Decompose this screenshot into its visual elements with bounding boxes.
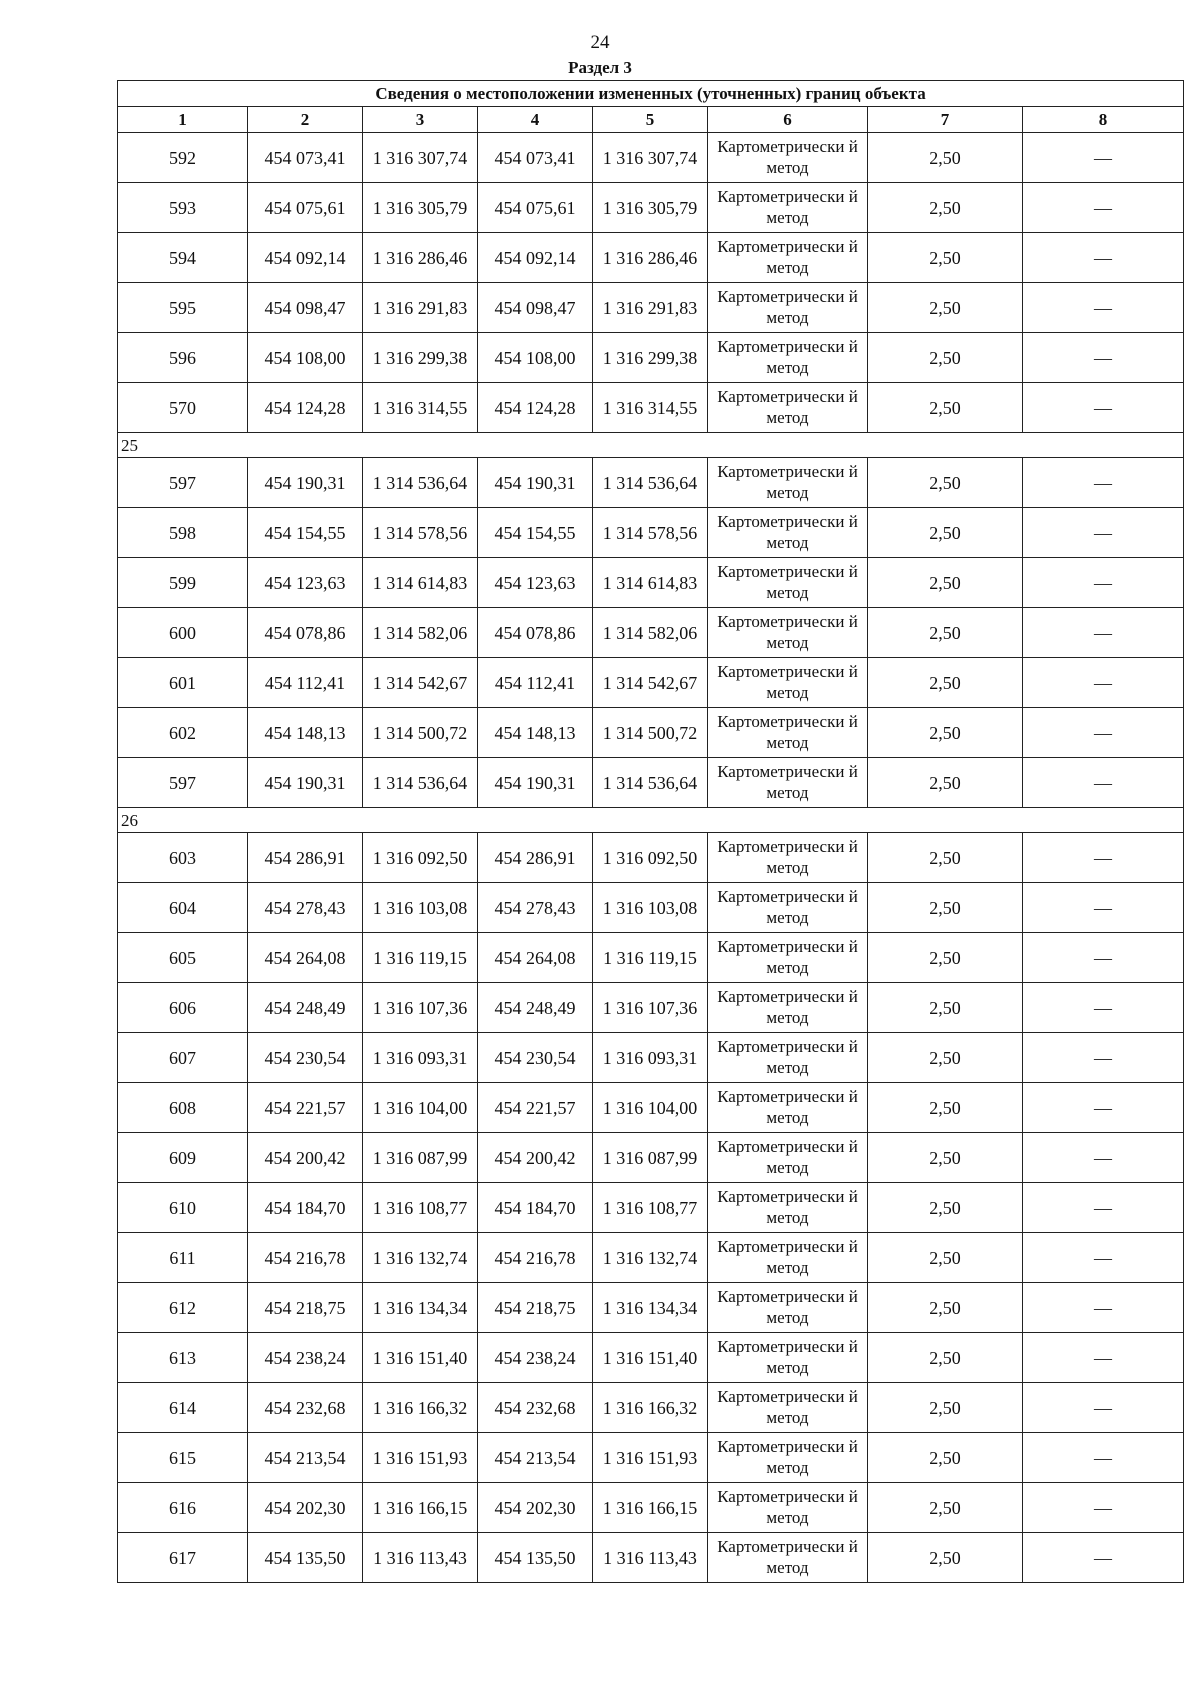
cell-new-y: 1 314 582,06 xyxy=(593,608,708,658)
cell-point-number: 615 xyxy=(118,1433,248,1483)
table-row xyxy=(118,233,1184,283)
cell-existing-y: 1 316 092,50 xyxy=(363,833,478,883)
cell-existing-x: 454 078,86 xyxy=(248,608,363,658)
cell-new-x: 454 248,49 xyxy=(478,983,593,1033)
cell-description: — xyxy=(1023,758,1184,808)
cell-existing-y: 1 316 108,77 xyxy=(363,1183,478,1233)
cell-existing-y: 1 314 500,72 xyxy=(363,708,478,758)
cell-description: — xyxy=(1023,183,1184,233)
cell-description: — xyxy=(1023,1483,1184,1533)
cell-method: Картометрически й метод xyxy=(708,333,868,383)
cell-existing-x: 454 264,08 xyxy=(248,933,363,983)
cell-new-y: 1 316 103,08 xyxy=(593,883,708,933)
table-row xyxy=(118,883,1184,933)
cell-new-y: 1 316 113,43 xyxy=(593,1533,708,1583)
cell-accuracy: 2,50 xyxy=(868,233,1023,283)
cell-new-x: 454 200,42 xyxy=(478,1133,593,1183)
cell-point-number: 609 xyxy=(118,1133,248,1183)
cell-accuracy: 2,50 xyxy=(868,708,1023,758)
cell-method: Картометрически й метод xyxy=(708,758,868,808)
cell-method: Картометрически й метод xyxy=(708,983,868,1033)
cell-existing-y: 1 314 536,64 xyxy=(363,458,478,508)
cell-accuracy: 2,50 xyxy=(868,283,1023,333)
cell-method: Картометрически й метод xyxy=(708,183,868,233)
cell-existing-x: 454 218,75 xyxy=(248,1283,363,1333)
cell-method: Картометрически й метод xyxy=(708,233,868,283)
cell-accuracy: 2,50 xyxy=(868,383,1023,433)
cell-accuracy: 2,50 xyxy=(868,1433,1023,1483)
cell-description: — xyxy=(1023,658,1184,708)
cell-new-x: 454 154,55 xyxy=(478,508,593,558)
table-row xyxy=(118,383,1184,433)
cell-description: — xyxy=(1023,1033,1184,1083)
cell-new-y: 1 316 307,74 xyxy=(593,133,708,183)
cell-new-y: 1 314 578,56 xyxy=(593,508,708,558)
cell-point-number: 600 xyxy=(118,608,248,658)
column-header-6: 6 xyxy=(708,107,868,133)
cell-existing-y: 1 316 291,83 xyxy=(363,283,478,333)
cell-accuracy: 2,50 xyxy=(868,1283,1023,1333)
column-header-4: 4 xyxy=(478,107,593,133)
cell-accuracy: 2,50 xyxy=(868,1183,1023,1233)
cell-method: Картометрически й метод xyxy=(708,1033,868,1083)
cell-description: — xyxy=(1023,233,1184,283)
page-number: 24 xyxy=(590,32,610,53)
cell-new-x: 454 190,31 xyxy=(478,458,593,508)
cell-point-number: 603 xyxy=(118,833,248,883)
cell-new-x: 454 278,43 xyxy=(478,883,593,933)
cell-method: Картометрически й метод xyxy=(708,1083,868,1133)
table-row xyxy=(118,758,1184,808)
cell-new-y: 1 316 092,50 xyxy=(593,833,708,883)
cell-existing-y: 1 316 286,46 xyxy=(363,233,478,283)
table-row xyxy=(118,558,1184,608)
cell-accuracy: 2,50 xyxy=(868,1333,1023,1383)
column-header-7: 7 xyxy=(868,107,1023,133)
cell-accuracy: 2,50 xyxy=(868,1383,1023,1433)
cell-accuracy: 2,50 xyxy=(868,1083,1023,1133)
cell-new-y: 1 314 500,72 xyxy=(593,708,708,758)
column-header-1: 1 xyxy=(118,107,248,133)
cell-new-y: 1 316 107,36 xyxy=(593,983,708,1033)
cell-description: — xyxy=(1023,133,1184,183)
cell-new-x: 454 190,31 xyxy=(478,758,593,808)
table-row xyxy=(118,333,1184,383)
cell-method: Картометрически й метод xyxy=(708,1133,868,1183)
cell-point-number: 612 xyxy=(118,1283,248,1333)
column-header-3: 3 xyxy=(363,107,478,133)
cell-description: — xyxy=(1023,458,1184,508)
cell-existing-y: 1 314 542,67 xyxy=(363,658,478,708)
contour-group-row xyxy=(118,808,1184,833)
cell-method: Картометрически й метод xyxy=(708,1433,868,1483)
table-row xyxy=(118,658,1184,708)
cell-existing-x: 454 154,55 xyxy=(248,508,363,558)
cell-description: — xyxy=(1023,1183,1184,1233)
cell-existing-x: 454 216,78 xyxy=(248,1233,363,1283)
cell-method: Картометрически й метод xyxy=(708,833,868,883)
cell-accuracy: 2,50 xyxy=(868,133,1023,183)
cell-existing-x: 454 238,24 xyxy=(248,1333,363,1383)
cell-accuracy: 2,50 xyxy=(868,883,1023,933)
cell-new-y: 1 316 286,46 xyxy=(593,233,708,283)
cell-method: Картометрически й метод xyxy=(708,933,868,983)
cell-existing-x: 454 135,50 xyxy=(248,1533,363,1583)
cell-new-y: 1 316 305,79 xyxy=(593,183,708,233)
cell-new-x: 454 238,24 xyxy=(478,1333,593,1383)
cell-point-number: 617 xyxy=(118,1533,248,1583)
cell-new-x: 454 124,28 xyxy=(478,383,593,433)
table-row xyxy=(118,708,1184,758)
cell-method: Картометрически й метод xyxy=(708,1183,868,1233)
cell-existing-y: 1 316 314,55 xyxy=(363,383,478,433)
cell-point-number: 601 xyxy=(118,658,248,708)
cell-description: — xyxy=(1023,1283,1184,1333)
cell-point-number: 610 xyxy=(118,1183,248,1233)
cell-new-y: 1 316 291,83 xyxy=(593,283,708,333)
cell-point-number: 599 xyxy=(118,558,248,608)
cell-method: Картометрически й метод xyxy=(708,383,868,433)
cell-new-x: 454 230,54 xyxy=(478,1033,593,1083)
cell-new-x: 454 112,41 xyxy=(478,658,593,708)
cell-description: — xyxy=(1023,1133,1184,1183)
cell-existing-x: 454 232,68 xyxy=(248,1383,363,1433)
cell-point-number: 602 xyxy=(118,708,248,758)
cell-accuracy: 2,50 xyxy=(868,458,1023,508)
coordinates-table xyxy=(117,80,1184,1583)
cell-accuracy: 2,50 xyxy=(868,1233,1023,1283)
cell-new-y: 1 314 542,67 xyxy=(593,658,708,708)
cell-existing-x: 454 148,13 xyxy=(248,708,363,758)
table-row xyxy=(118,1183,1184,1233)
cell-existing-y: 1 316 093,31 xyxy=(363,1033,478,1083)
cell-existing-x: 454 230,54 xyxy=(248,1033,363,1083)
cell-method: Картометрически й метод xyxy=(708,1283,868,1333)
cell-new-y: 1 314 614,83 xyxy=(593,558,708,608)
cell-point-number: 608 xyxy=(118,1083,248,1133)
cell-method: Картометрически й метод xyxy=(708,458,868,508)
cell-point-number: 598 xyxy=(118,508,248,558)
table-row xyxy=(118,1383,1184,1433)
cell-new-y: 1 316 151,40 xyxy=(593,1333,708,1383)
cell-description: — xyxy=(1023,1383,1184,1433)
cell-accuracy: 2,50 xyxy=(868,833,1023,883)
table-row xyxy=(118,608,1184,658)
cell-point-number: 594 xyxy=(118,233,248,283)
cell-existing-y: 1 316 166,15 xyxy=(363,1483,478,1533)
column-header-row xyxy=(118,107,1184,133)
cell-existing-x: 454 200,42 xyxy=(248,1133,363,1183)
cell-new-x: 454 216,78 xyxy=(478,1233,593,1283)
table-row xyxy=(118,458,1184,508)
cell-description: — xyxy=(1023,383,1184,433)
cell-new-x: 454 098,47 xyxy=(478,283,593,333)
cell-existing-x: 454 190,31 xyxy=(248,458,363,508)
cell-new-x: 454 108,00 xyxy=(478,333,593,383)
cell-existing-x: 454 190,31 xyxy=(248,758,363,808)
table-row xyxy=(118,1033,1184,1083)
cell-point-number: 597 xyxy=(118,458,248,508)
cell-method: Картометрически й метод xyxy=(708,1333,868,1383)
cell-description: — xyxy=(1023,333,1184,383)
table-row xyxy=(118,1083,1184,1133)
table-row xyxy=(118,1283,1184,1333)
cell-existing-x: 454 202,30 xyxy=(248,1483,363,1533)
cell-existing-y: 1 314 614,83 xyxy=(363,558,478,608)
cell-method: Картометрически й метод xyxy=(708,1233,868,1283)
cell-new-x: 454 148,13 xyxy=(478,708,593,758)
cell-method: Картометрически й метод xyxy=(708,883,868,933)
cell-new-x: 454 221,57 xyxy=(478,1083,593,1133)
cell-point-number: 592 xyxy=(118,133,248,183)
cell-existing-x: 454 108,00 xyxy=(248,333,363,383)
cell-new-x: 454 073,41 xyxy=(478,133,593,183)
cell-accuracy: 2,50 xyxy=(868,508,1023,558)
cell-existing-x: 454 092,14 xyxy=(248,233,363,283)
column-header-8: 8 xyxy=(1023,107,1184,133)
cell-accuracy: 2,50 xyxy=(868,558,1023,608)
cell-new-x: 454 213,54 xyxy=(478,1433,593,1483)
cell-new-x: 454 135,50 xyxy=(478,1533,593,1583)
cell-accuracy: 2,50 xyxy=(868,983,1023,1033)
cell-method: Картометрически й метод xyxy=(708,1483,868,1533)
cell-method: Картометрически й метод xyxy=(708,133,868,183)
cell-point-number: 593 xyxy=(118,183,248,233)
table-row xyxy=(118,1533,1184,1583)
cell-existing-y: 1 316 151,93 xyxy=(363,1433,478,1483)
cell-method: Картометрически й метод xyxy=(708,558,868,608)
cell-method: Картометрически й метод xyxy=(708,608,868,658)
cell-new-x: 454 078,86 xyxy=(478,608,593,658)
cell-existing-y: 1 316 107,36 xyxy=(363,983,478,1033)
cell-point-number: 616 xyxy=(118,1483,248,1533)
cell-existing-x: 454 112,41 xyxy=(248,658,363,708)
cell-new-x: 454 232,68 xyxy=(478,1383,593,1433)
cell-description: — xyxy=(1023,608,1184,658)
cell-new-x: 454 184,70 xyxy=(478,1183,593,1233)
cell-description: — xyxy=(1023,558,1184,608)
cell-point-number: 570 xyxy=(118,383,248,433)
cell-point-number: 614 xyxy=(118,1383,248,1433)
cell-accuracy: 2,50 xyxy=(868,1033,1023,1083)
cell-existing-y: 1 316 299,38 xyxy=(363,333,478,383)
cell-new-y: 1 316 119,15 xyxy=(593,933,708,983)
cell-accuracy: 2,50 xyxy=(868,183,1023,233)
contour-number: 25 xyxy=(118,433,1184,458)
cell-point-number: 611 xyxy=(118,1233,248,1283)
cell-existing-y: 1 314 578,56 xyxy=(363,508,478,558)
column-header-5: 5 xyxy=(593,107,708,133)
cell-method: Картометрически й метод xyxy=(708,1533,868,1583)
cell-existing-y: 1 314 536,64 xyxy=(363,758,478,808)
cell-point-number: 613 xyxy=(118,1333,248,1383)
cell-description: — xyxy=(1023,1533,1184,1583)
cell-point-number: 606 xyxy=(118,983,248,1033)
column-header-2: 2 xyxy=(248,107,363,133)
cell-existing-y: 1 316 151,40 xyxy=(363,1333,478,1383)
cell-existing-y: 1 316 166,32 xyxy=(363,1383,478,1433)
cell-description: — xyxy=(1023,1083,1184,1133)
cell-accuracy: 2,50 xyxy=(868,933,1023,983)
contour-number: 26 xyxy=(118,808,1184,833)
cell-description: — xyxy=(1023,833,1184,883)
cell-new-x: 454 286,91 xyxy=(478,833,593,883)
cell-description: — xyxy=(1023,883,1184,933)
cell-new-y: 1 314 536,64 xyxy=(593,758,708,808)
cell-new-y: 1 316 104,00 xyxy=(593,1083,708,1133)
table-row xyxy=(118,133,1184,183)
table-row xyxy=(118,933,1184,983)
cell-new-y: 1 316 299,38 xyxy=(593,333,708,383)
cell-existing-x: 454 248,49 xyxy=(248,983,363,1033)
table-row xyxy=(118,983,1184,1033)
cell-method: Картометрически й метод xyxy=(708,658,868,708)
cell-existing-y: 1 316 104,00 xyxy=(363,1083,478,1133)
cell-existing-x: 454 286,91 xyxy=(248,833,363,883)
cell-accuracy: 2,50 xyxy=(868,1483,1023,1533)
cell-new-y: 1 314 536,64 xyxy=(593,458,708,508)
cell-accuracy: 2,50 xyxy=(868,1133,1023,1183)
cell-new-x: 454 202,30 xyxy=(478,1483,593,1533)
cell-existing-x: 454 098,47 xyxy=(248,283,363,333)
table-caption-row xyxy=(118,81,1184,107)
cell-point-number: 607 xyxy=(118,1033,248,1083)
cell-existing-x: 454 221,57 xyxy=(248,1083,363,1133)
cell-new-y: 1 316 166,15 xyxy=(593,1483,708,1533)
cell-new-y: 1 316 093,31 xyxy=(593,1033,708,1083)
cell-new-x: 454 218,75 xyxy=(478,1283,593,1333)
table-row xyxy=(118,283,1184,333)
cell-point-number: 597 xyxy=(118,758,248,808)
cell-method: Картометрически й метод xyxy=(708,708,868,758)
cell-existing-y: 1 316 103,08 xyxy=(363,883,478,933)
table-row xyxy=(118,183,1184,233)
cell-existing-y: 1 316 113,43 xyxy=(363,1533,478,1583)
cell-description: — xyxy=(1023,283,1184,333)
cell-existing-y: 1 314 582,06 xyxy=(363,608,478,658)
cell-accuracy: 2,50 xyxy=(868,658,1023,708)
table-row xyxy=(118,1433,1184,1483)
cell-method: Картометрически й метод xyxy=(708,1383,868,1433)
cell-description: — xyxy=(1023,983,1184,1033)
cell-description: — xyxy=(1023,1433,1184,1483)
cell-new-x: 454 092,14 xyxy=(478,233,593,283)
contour-group-row xyxy=(118,433,1184,458)
cell-new-y: 1 316 134,34 xyxy=(593,1283,708,1333)
table-row xyxy=(118,1333,1184,1383)
cell-accuracy: 2,50 xyxy=(868,758,1023,808)
table-body xyxy=(118,133,1184,1583)
cell-existing-x: 454 073,41 xyxy=(248,133,363,183)
cell-existing-y: 1 316 307,74 xyxy=(363,133,478,183)
cell-accuracy: 2,50 xyxy=(868,1533,1023,1583)
cell-existing-x: 454 278,43 xyxy=(248,883,363,933)
cell-existing-y: 1 316 119,15 xyxy=(363,933,478,983)
cell-existing-x: 454 123,63 xyxy=(248,558,363,608)
cell-description: — xyxy=(1023,1233,1184,1283)
cell-existing-y: 1 316 134,34 xyxy=(363,1283,478,1333)
cell-existing-y: 1 316 132,74 xyxy=(363,1233,478,1283)
cell-existing-x: 454 124,28 xyxy=(248,383,363,433)
table-row xyxy=(118,1133,1184,1183)
cell-new-y: 1 316 132,74 xyxy=(593,1233,708,1283)
table-row xyxy=(118,508,1184,558)
cell-point-number: 596 xyxy=(118,333,248,383)
cell-existing-y: 1 316 087,99 xyxy=(363,1133,478,1183)
cell-method: Картометрически й метод xyxy=(708,508,868,558)
cell-point-number: 604 xyxy=(118,883,248,933)
cell-accuracy: 2,50 xyxy=(868,608,1023,658)
table-row xyxy=(118,1483,1184,1533)
cell-existing-x: 454 213,54 xyxy=(248,1433,363,1483)
cell-description: — xyxy=(1023,708,1184,758)
cell-new-y: 1 316 166,32 xyxy=(593,1383,708,1433)
cell-new-y: 1 316 314,55 xyxy=(593,383,708,433)
cell-existing-y: 1 316 305,79 xyxy=(363,183,478,233)
cell-existing-x: 454 075,61 xyxy=(248,183,363,233)
cell-new-x: 454 123,63 xyxy=(478,558,593,608)
table-row xyxy=(118,833,1184,883)
cell-new-x: 454 264,08 xyxy=(478,933,593,983)
cell-point-number: 595 xyxy=(118,283,248,333)
cell-point-number: 605 xyxy=(118,933,248,983)
cell-new-y: 1 316 087,99 xyxy=(593,1133,708,1183)
cell-new-y: 1 316 151,93 xyxy=(593,1433,708,1483)
section-title: Раздел 3 xyxy=(568,58,632,77)
cell-method: Картометрически й метод xyxy=(708,283,868,333)
cell-description: — xyxy=(1023,1333,1184,1383)
cell-description: — xyxy=(1023,933,1184,983)
table-caption: Сведения о местоположении измененных (уточненных) границ объекта xyxy=(118,81,1184,107)
cell-new-x: 454 075,61 xyxy=(478,183,593,233)
cell-accuracy: 2,50 xyxy=(868,333,1023,383)
cell-description: — xyxy=(1023,508,1184,558)
table-row xyxy=(118,1233,1184,1283)
cell-new-y: 1 316 108,77 xyxy=(593,1183,708,1233)
cell-existing-x: 454 184,70 xyxy=(248,1183,363,1233)
